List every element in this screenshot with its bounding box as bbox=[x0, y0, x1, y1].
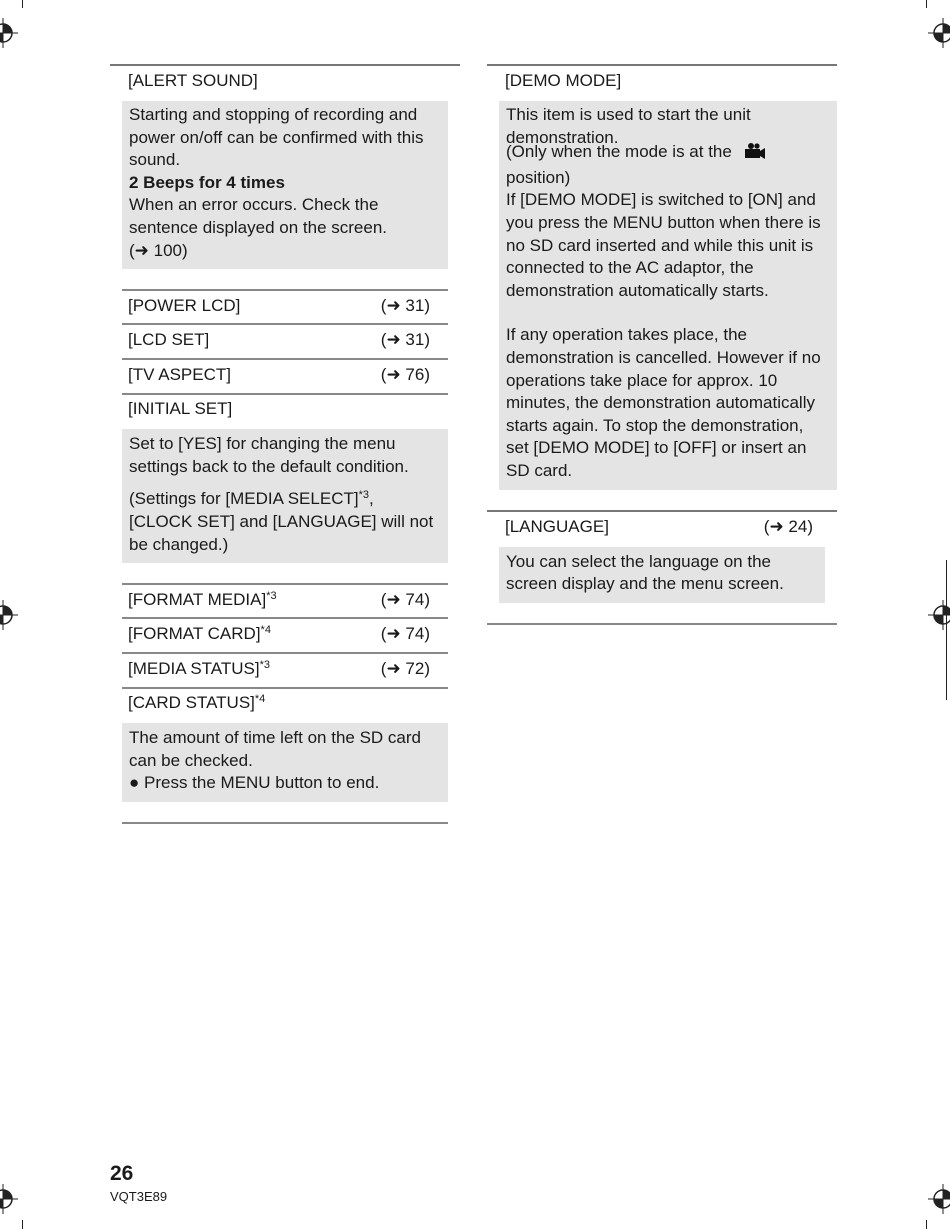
menu-row-label: [POWER LCD] bbox=[128, 296, 241, 316]
registration-mark-icon bbox=[928, 18, 950, 48]
demo-mode-title: [DEMO MODE] bbox=[505, 71, 622, 90]
page-number: 26 bbox=[110, 1162, 134, 1185]
registration-mark-icon bbox=[928, 1184, 950, 1214]
menu-row-label: [FORMAT MEDIA]$^{*3}$ bbox=[128, 590, 277, 610]
menu-row-ref: (➜ 74) bbox=[380, 590, 430, 610]
language-title: [LANGUAGE] bbox=[505, 516, 609, 536]
menu-row-format-media bbox=[122, 583, 448, 619]
document-code: VQT3E89 bbox=[110, 1189, 168, 1204]
menu-row-ref: (➜ 76) bbox=[380, 365, 430, 385]
menu-row-ref: (➜ 74) bbox=[380, 624, 430, 644]
alert-sound-error-text: When an error occurs. Check the sentence displayed on the screen. bbox=[129, 195, 388, 237]
menu-row-ref: (➜ 31) bbox=[380, 296, 430, 316]
demo-mode-switch-text: If [DEMO MODE] is switched to [ON] and you press the MENU button when there is no SD card inserted and while this unit is connected to the AC adaptor, the demonstration automatically starts. bbox=[506, 190, 821, 300]
initial-set-note: (Settings for [MEDIA SELECT]$^{*3}$, [CLOCK SET] and [LANGUAGE] will not be changed.) bbox=[129, 489, 434, 554]
menu-row-power-lcd bbox=[122, 289, 448, 325]
menu-row-tv-aspect bbox=[122, 360, 448, 395]
menu-row-label: [MEDIA STATUS]$^{*3}$ bbox=[128, 659, 271, 679]
card-status-text: The amount of time left on the SD card can be checked. bbox=[129, 728, 421, 770]
demo-mode-description bbox=[499, 101, 837, 490]
language-ref: (➜ 24) bbox=[763, 516, 813, 536]
card-status-bullet: ● Press the MENU button to end. bbox=[129, 773, 380, 793]
crop-line bbox=[22, 0, 23, 8]
menu-row-ref: (➜ 31) bbox=[380, 330, 430, 350]
initial-set-title: [INITIAL SET] bbox=[128, 399, 233, 419]
language-header bbox=[487, 512, 837, 547]
crop-line bbox=[22, 1220, 23, 1229]
crop-line bbox=[926, 0, 927, 8]
registration-mark-icon bbox=[0, 18, 18, 48]
section-rule bbox=[487, 623, 837, 625]
menu-row-label: [FORMAT CARD]$^{*4}$ bbox=[128, 624, 271, 644]
crop-line bbox=[946, 560, 947, 700]
initial-set-header bbox=[122, 395, 448, 429]
card-status-title: [CARD STATUS]$^{*4}$ bbox=[128, 693, 266, 713]
card-status-header bbox=[122, 689, 448, 723]
registration-mark-icon bbox=[0, 1184, 18, 1214]
bullet-icon: ● bbox=[129, 773, 144, 793]
alert-sound-text: Starting and stopping of recording and power on/off can be confirmed with this sound. bbox=[129, 105, 424, 170]
section-rule bbox=[122, 822, 448, 824]
language-description bbox=[499, 547, 825, 603]
menu-row-ref: (➜ 72) bbox=[380, 659, 430, 679]
initial-set-text: Set to [YES] for changing the menu settings back to the default condition. bbox=[129, 434, 409, 476]
demo-mode-header bbox=[487, 66, 837, 101]
alert-sound-description bbox=[122, 101, 448, 269]
right-column bbox=[487, 64, 837, 625]
crop-line bbox=[926, 1220, 927, 1229]
demo-mode-text: This item is used to start the unit demonstration. bbox=[506, 105, 751, 147]
alert-sound-ref: (➜ 100) bbox=[129, 240, 188, 260]
menu-row-media-status bbox=[122, 654, 448, 689]
menu-row-label: [LCD SET] bbox=[128, 330, 210, 350]
menu-row-format-card bbox=[122, 619, 448, 654]
menu-row-label: [TV ASPECT] bbox=[128, 365, 231, 385]
left-column bbox=[110, 64, 460, 824]
initial-set-description bbox=[122, 429, 448, 563]
menu-row-lcd-set bbox=[122, 325, 448, 360]
alert-sound-beeps: 2 Beeps for 4 times bbox=[129, 172, 285, 192]
alert-sound-header bbox=[110, 66, 460, 101]
demo-mode-condition: (Only when the mode is at the position) bbox=[506, 141, 830, 189]
card-status-description bbox=[122, 723, 448, 802]
language-text: You can select the language on the screen display and the menu screen. bbox=[506, 551, 784, 594]
alert-sound-title: [ALERT SOUND] bbox=[128, 71, 258, 90]
demo-mode-cancel-text: If any operation takes place, the demonstration is cancelled. However if no operations take place for approx. 10 minutes, the demonstration automatically starts again. To stop the demonstration, set [DEMO MODE] to [OFF] or insert an SD card. bbox=[506, 325, 821, 480]
registration-mark-icon bbox=[0, 600, 18, 630]
video-camera-icon bbox=[744, 142, 766, 167]
